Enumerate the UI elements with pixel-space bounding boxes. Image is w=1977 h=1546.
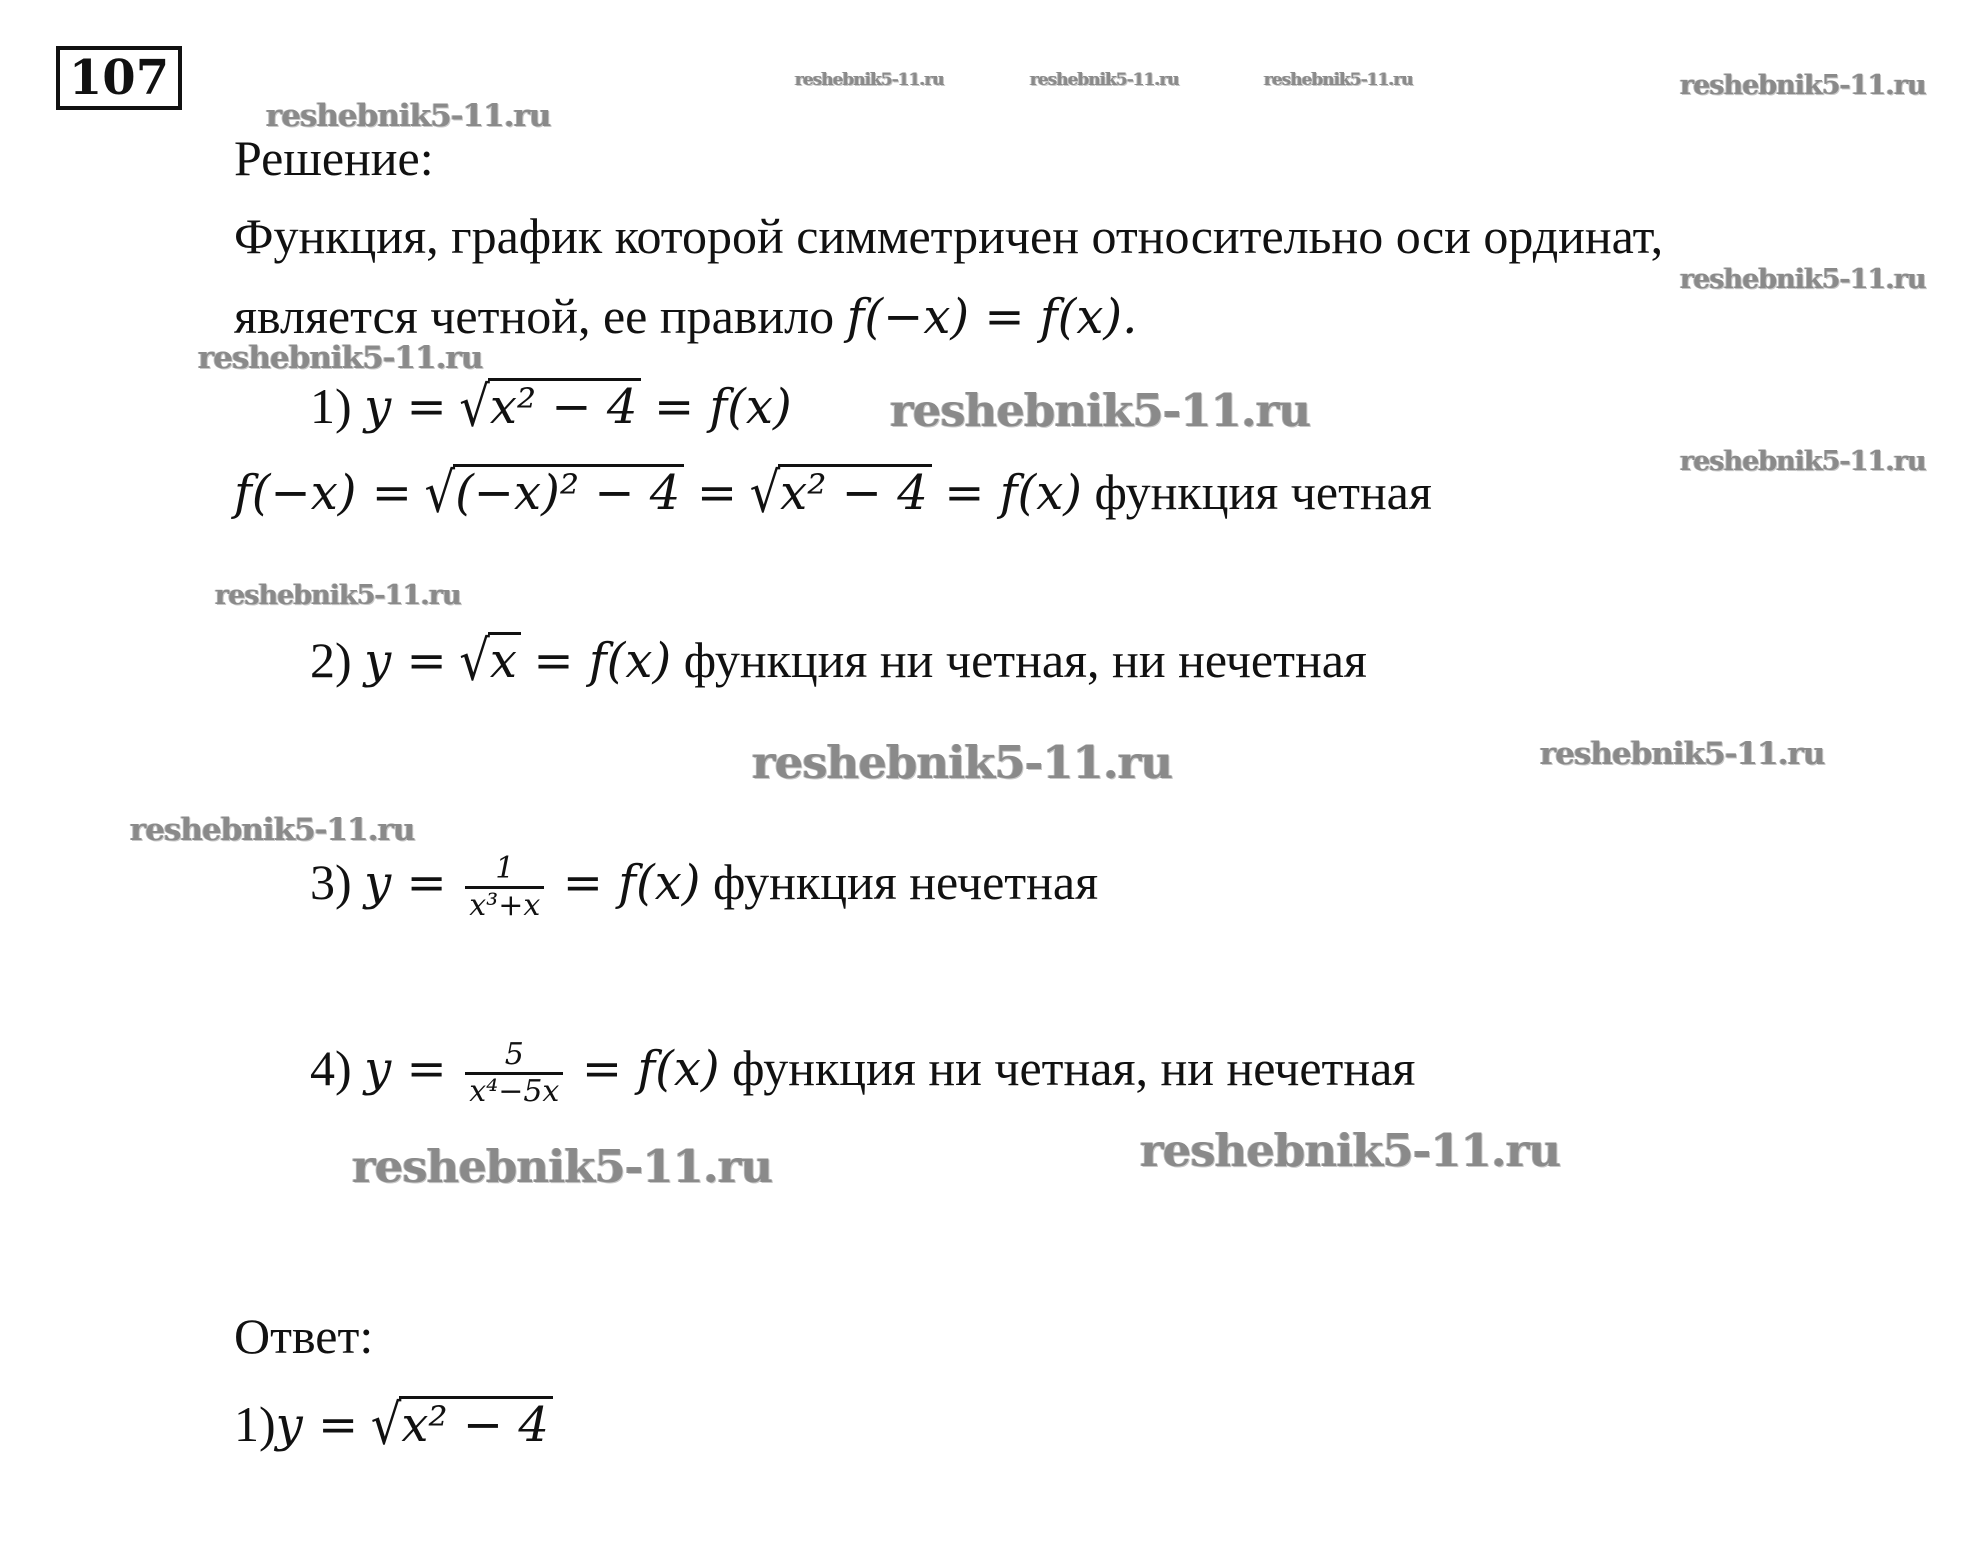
intro-line-2 xyxy=(234,286,1137,347)
item-1 xyxy=(310,374,792,440)
watermark: reshebnik5-11.ru xyxy=(795,70,944,90)
watermark: reshebnik5-11.ru xyxy=(1680,70,1926,101)
watermark: reshebnik5-11.ru xyxy=(352,1140,773,1193)
solution-heading: Решение: xyxy=(234,130,434,186)
sqrt-expression: √x xyxy=(459,631,521,691)
verdict: функция нечетная xyxy=(713,854,1099,910)
watermark: reshebnik5-11.ru xyxy=(1030,70,1179,90)
answer-line xyxy=(234,1392,553,1458)
item-label: 2) xyxy=(310,632,352,688)
answer-label: 1) xyxy=(234,1396,276,1452)
item-rhs: = f(x) xyxy=(533,633,672,689)
watermark: reshebnik5-11.ru xyxy=(890,384,1311,437)
sqrt-expression: √(−x)² − 4 xyxy=(424,463,684,523)
sqrt-expression: √x² − 4 xyxy=(750,463,932,523)
watermark: reshebnik5-11.ru xyxy=(130,812,415,848)
watermark: reshebnik5-11.ru xyxy=(198,340,483,376)
watermark: reshebnik5-11.ru xyxy=(1540,736,1825,772)
watermark: reshebnik5-11.ru xyxy=(1680,446,1926,477)
item-lhs: y = xyxy=(364,1041,447,1097)
intro-line-1: Функция, график которой симметричен относительно оси ординат, xyxy=(234,208,1664,264)
intro-rule: f(−x) = f(x). xyxy=(846,289,1138,345)
intro-text: является четной, ее правило xyxy=(234,288,835,344)
item-1-check xyxy=(234,460,1432,526)
radicand: x xyxy=(488,632,521,687)
sqrt-expression: √x² − 4 xyxy=(459,377,641,437)
item-rhs: = f(x) xyxy=(653,379,792,435)
check-lhs: f(−x) = xyxy=(234,465,412,521)
radicand: x² − 4 xyxy=(778,464,932,519)
item-3 xyxy=(310,852,1098,923)
watermark: reshebnik5-11.ru xyxy=(1140,1124,1561,1177)
item-label: 3) xyxy=(310,854,352,910)
fraction xyxy=(465,1038,563,1109)
denominator: x³+x xyxy=(465,886,544,923)
item-lhs: y = xyxy=(364,855,447,911)
watermark: reshebnik5-11.ru xyxy=(1680,264,1926,295)
radicand: x² − 4 xyxy=(399,1396,553,1451)
verdict: функция ни четная, ни нечетная xyxy=(683,632,1367,688)
problem-number: 107 xyxy=(56,46,182,110)
check-equals: = xyxy=(696,465,738,521)
watermark: reshebnik5-11.ru xyxy=(1264,70,1413,90)
watermark: reshebnik5-11.ru xyxy=(266,98,551,134)
sqrt-expression: √x² − 4 xyxy=(371,1395,553,1455)
answer-heading: Ответ: xyxy=(234,1308,374,1364)
answer-lhs: y = xyxy=(275,1397,359,1453)
item-label: 4) xyxy=(310,1040,352,1096)
watermark: reshebnik5-11.ru xyxy=(752,736,1173,789)
item-lhs: y = xyxy=(364,379,447,435)
fraction xyxy=(465,852,544,923)
verdict: функция ни четная, ни нечетная xyxy=(732,1040,1416,1096)
numerator: 1 xyxy=(495,851,515,887)
radicand: x² − 4 xyxy=(488,378,642,433)
item-2 xyxy=(310,628,1367,694)
numerator: 5 xyxy=(504,1037,524,1073)
item-rhs: = f(x) xyxy=(581,1041,720,1097)
item-rhs: = f(x) xyxy=(562,855,701,911)
denominator: x⁴−5x xyxy=(465,1072,563,1109)
radicand: (−x)² − 4 xyxy=(453,464,684,519)
check-rhs: = f(x) xyxy=(944,465,1083,521)
item-4 xyxy=(310,1038,1415,1109)
verdict: функция четная xyxy=(1094,464,1432,520)
item-lhs: y = xyxy=(364,633,447,689)
watermark: reshebnik5-11.ru xyxy=(215,580,461,611)
item-label: 1) xyxy=(310,378,352,434)
